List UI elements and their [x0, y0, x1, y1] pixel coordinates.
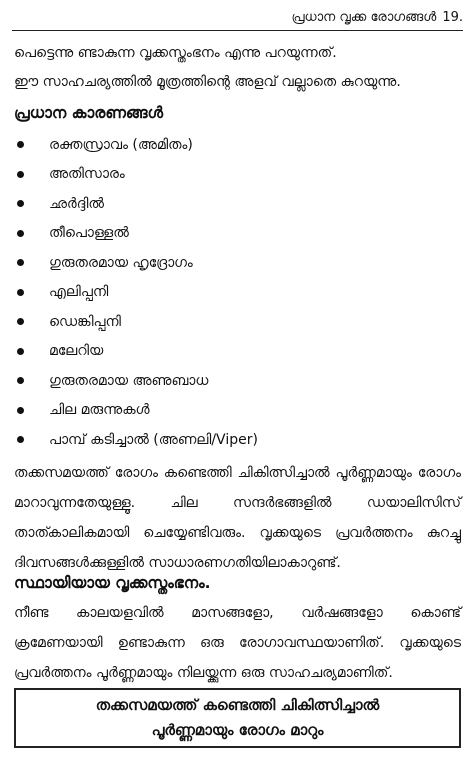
list-item	[0, 396, 475, 426]
list-item	[0, 160, 475, 190]
bullet-icon	[17, 230, 24, 237]
list-item	[0, 189, 475, 219]
list-item-text: ചില മരുന്നുകൾ	[49, 402, 150, 419]
list-item-text: ഡെങ്കിപ്പനി	[49, 313, 121, 330]
list-item-text: അതിസാരം	[49, 166, 125, 183]
causes-heading: പ്രധാന കാരണങ്ങൾ	[14, 104, 164, 122]
page-header	[12, 4, 463, 31]
list-item-text: ഗുരുതരമായ ഹൃദ്രോഗം	[49, 254, 193, 271]
causes-list	[0, 130, 475, 455]
bullet-icon	[17, 407, 24, 414]
list-item-text: മലേറിയ	[49, 343, 104, 360]
treatment-paragraph: തക്കസമയത്ത് രോഗം കണ്ടെത്തി ചികിത്സിച്ചാൽ പൂർണ്ണമായും രോഗം മാറാവുന്നതേയുള്ളൂ. ചില സന്ദർഭങ്ങളിൽ ഡയാലിസിസ് താത്കാലികമായി ചെയ്യേണ്ടിവരും. വൃക്കയുടെ പ്രവർത്തനം കുറച്ചു ദിവസങ്ങൾക്കുള്ളിൽ സാധാരണഗതിയിലാകാറുണ്ട്.	[14, 465, 461, 571]
bullet-icon	[17, 171, 24, 178]
list-item	[0, 307, 475, 337]
intro-line-2: ഈ സാഹചര്യത്തിൽ മൂത്രത്തിന്റെ അളവ് വല്ലാതെ കുറയുന്നു.	[14, 74, 401, 90]
bullet-icon	[17, 348, 24, 355]
list-item-text: പാമ്പ് കടിച്ചാൽ (അണലി/Viper)	[49, 431, 258, 448]
bullet-icon	[17, 200, 24, 207]
bullet-icon	[17, 259, 24, 266]
list-item	[0, 278, 475, 308]
chronic-heading: സ്ഥായിയായ വൃക്കസ്തംഭനം.	[14, 574, 211, 592]
highlight-box	[14, 688, 461, 748]
highlight-line-1: തക്കസമയത്ത് കണ്ടെത്തി ചികിത്സിച്ചാൽ	[95, 696, 380, 714]
bullet-icon	[17, 141, 24, 148]
page-number: 19.	[442, 9, 463, 25]
chronic-paragraph: നീണ്ട കാലയളവിൽ മാസങ്ങളോ, വർഷങ്ങളോ കൊണ്ട് ക്രമേണയായി ഉണ്ടാകുന്ന ഒരു രോഗാവസ്ഥയാണിത്. വൃക്കയുടെ പ്രവർത്തനം പൂർണ്ണമായും നിലയ്ക്കുന്ന ഒരു സാഹചര്യമാണിത്.	[14, 605, 461, 681]
list-item-text: ഛർദ്ദിൽ	[49, 195, 105, 212]
bullet-icon	[17, 436, 24, 443]
list-item	[0, 130, 475, 160]
bullet-icon	[17, 377, 24, 384]
list-item	[0, 366, 475, 396]
list-item	[0, 425, 475, 455]
list-item	[0, 337, 475, 367]
list-item-text: തീപൊള്ളൽ	[49, 225, 129, 242]
list-item-text: ഗുരുതരമായ അണുബാധ	[49, 372, 209, 389]
list-item	[0, 219, 475, 249]
list-item-text: രക്തസ്രാവം (അമിതം)	[49, 136, 193, 153]
list-item-text: എലിപ്പനി	[49, 284, 109, 301]
bullet-icon	[17, 318, 24, 325]
intro-line-1: പെട്ടെന്നു ണ്ടാകുന്ന വൃക്കസ്തംഭനം എന്നു പറയുന്നത്.	[14, 45, 337, 61]
bullet-icon	[17, 289, 24, 296]
header-title: പ്രധാന വൃക്ക രോഗങ്ങൾ	[291, 9, 437, 25]
highlight-line-2: പൂർണ്ണമായും രോഗം മാറും	[151, 721, 324, 739]
list-item	[0, 248, 475, 278]
